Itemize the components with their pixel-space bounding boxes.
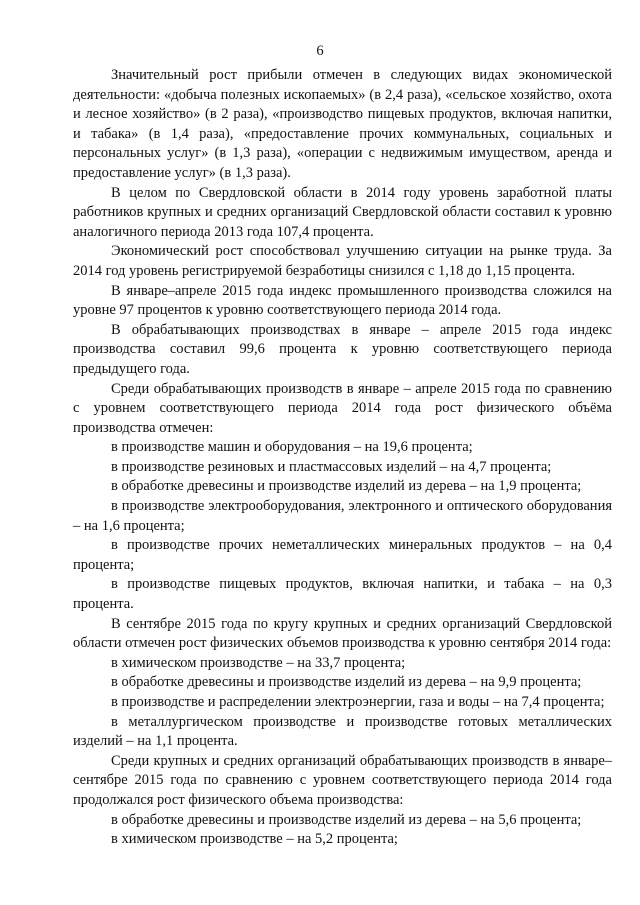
paragraph-jan-sep-growth-intro: Среди крупных и средних организаций обрабатывающих производств в январе–сентябре 2015 года по сравнению с уровнем соответствующего периода 2014 года продолжался рост физического объема производства: — [73, 752, 612, 808]
list-item: в производстве резиновых и пластмассовых изделий – на 4,7 процента; — [111, 458, 552, 475]
list-item: в обработке древесины и производстве изделий из дерева – на 1,9 процента; — [111, 478, 582, 495]
list-item: в производстве и распределении электроэнергии, газа и воды – на 7,4 процента; — [111, 694, 605, 710]
document-body — [73, 66, 612, 850]
list-item: в производстве электрооборудования, электронного и оптического оборудования – на 1,6 процента; — [73, 498, 612, 534]
list-item: в производстве пищевых продуктов, включая напитки, и табака – на 0,3 процента. — [73, 576, 612, 613]
list-item: в производстве прочих неметаллических минеральных продуктов – на 0,4 процента; — [73, 537, 612, 573]
paragraph-manufacturing-index: В обрабатывающих производствах в январе – апреле 2015 года индекс производства составил 99,6 процента к уровню соответствующего периода предыдущего года. — [73, 321, 612, 377]
paragraph-wages: В целом по Свердловской области в 2014 году уровень заработной платы работников крупных и средних организаций Свердловской области составил к уровню аналогичного периода 2013 года 107,4 процента. — [73, 184, 612, 240]
paragraph-september-growth-intro: В сентябре 2015 года по кругу крупных и средних организаций Свердловской области отмечен рост физических объемов производства к уровню сентября 2014 года: — [73, 615, 612, 652]
paragraph-labor-market: Экономический рост способствовал улучшению ситуации на рынке труда. За 2014 год уровень регистрируемой безработицы снизился с 1,18 до 1,15 процента. — [73, 243, 612, 279]
list-item: в производстве машин и оборудования – на 19,6 процента; — [111, 439, 473, 456]
page-number: 6 — [316, 43, 324, 59]
list-item: в обработке древесины и производстве изделий из дерева – на 5,6 процента; — [111, 811, 582, 828]
paragraph-profit-growth: Значительный рост прибыли отмечен в следующих видах экономической деятельности: «добыча полезных ископаемых» (в 2,4 раза), «сельское хозяйство, охота и лесное хозяйство» (в 2 раза), «производство пищевых продуктов, включая напитки, и табака» (в 1,4 раза), «предоставление прочих коммунальных, социальных и персональных услуг» (в 1,3 раза), «операции с недвижимым имуществом, аренда и предоставление услуг» (в 1,3 раза). — [73, 67, 612, 181]
list-item: в металлургическом производстве и производстве готовых металлических изделий – на 1,1 процента. — [73, 713, 612, 750]
list-item: в обработке древесины и производстве изделий из дерева – на 9,9 процента; — [111, 674, 582, 691]
paragraph-manufacturing-growth-intro: Среди обрабатывающих производств в январе – апреле 2015 года по сравнению с уровнем соответствующего периода 2014 года рост физического объёма производства отмечен: — [73, 380, 612, 436]
list-item: в химическом производстве – на 33,7 процента; — [111, 654, 406, 671]
paragraph-industrial-index: В январе–апреле 2015 года индекс промышленного производства сложился на уровне 97 процентов к уровню соответствующего периода 2014 года. — [73, 282, 612, 319]
list-item: в химическом производстве – на 5,2 процента; — [111, 831, 398, 848]
